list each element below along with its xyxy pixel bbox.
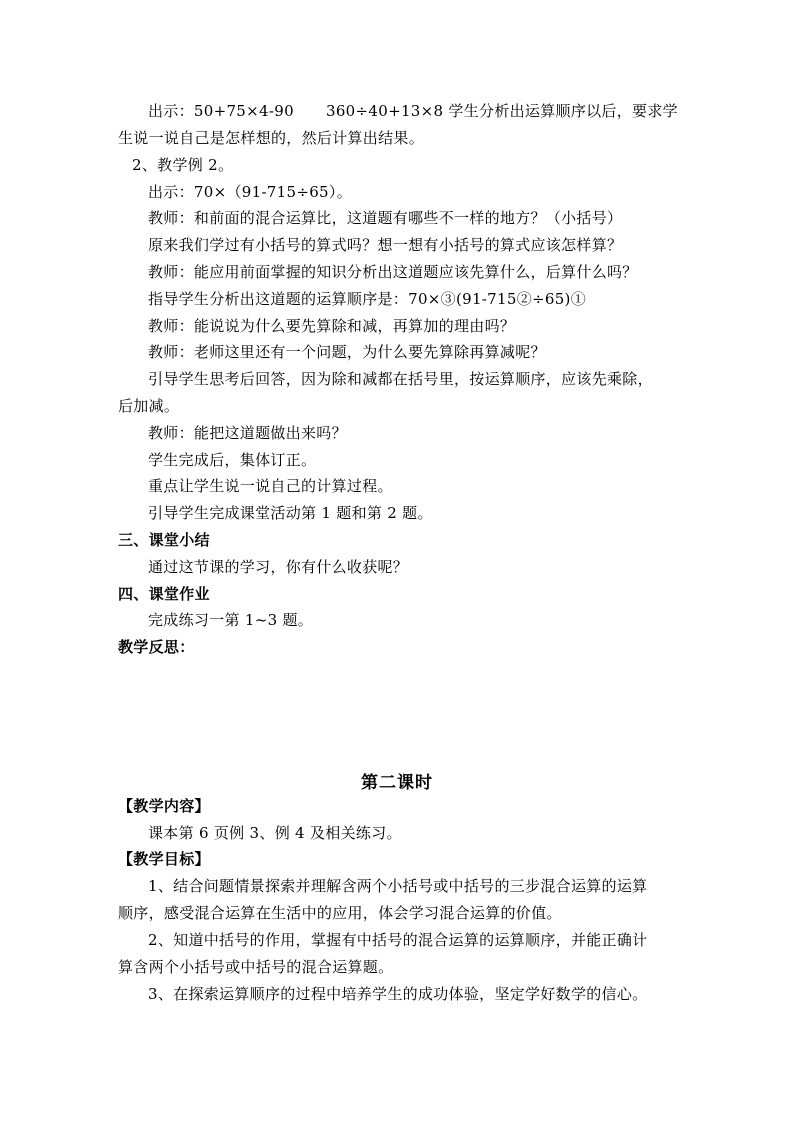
show-expression-2: 360÷40+13×8 学生分析出运算顺序以后，要求学 <box>326 102 678 120</box>
example-2-expression: 出示：70×（91-715÷65）。 <box>148 183 352 201</box>
paragraph-line: 原来我们学过有小括号的算式吗？想一想有小括号的算式应该怎样算？ <box>148 236 623 254</box>
summary-text: 通过这节课的学习，你有什么收获呢？ <box>148 558 409 576</box>
goal-1-line-1: 1、结合问题情景探索并理解含两个小括号或中括号的三步混合运算的运算 <box>148 877 648 895</box>
paragraph-line: 生说一说自己是怎样想的，然后计算出结果。 <box>118 129 425 147</box>
teacher-question: 教师：能说说为什么要先算除和减，再算加的理由吗？ <box>148 317 516 335</box>
goal-1-line-2: 顺序，感受混合运算在生活中的应用，体会学习混合运算的价值。 <box>118 904 562 922</box>
reflection-heading: 教学反思： <box>118 638 195 656</box>
paragraph-line: 重点让学生说一说自己的计算过程。 <box>148 477 393 495</box>
homework-heading: 四、课堂作业 <box>118 585 210 603</box>
paragraph-line: 引导学生完成课堂活动第 1 题和第 2 题。 <box>148 504 433 522</box>
homework-text: 完成练习一第 1~3 题。 <box>148 611 314 629</box>
goals-heading: 【教学目标】 <box>118 850 210 868</box>
teacher-question: 教师：和前面的混合运算比，这道题有哪些不一样的地方？（小括号） <box>148 209 623 227</box>
paragraph-line: 学生完成后，集体订正。 <box>148 451 317 469</box>
teacher-question: 教师：能把这道题做出来吗？ <box>148 424 347 442</box>
goal-3: 3、在探索运算顺序的过程中培养学生的成功体验，坚定学好数学的信心。 <box>148 985 648 1003</box>
paragraph-line: 引导学生思考后回答，因为除和减都在括号里，按运算顺序，应该先乘除， <box>148 370 653 388</box>
content-heading: 【教学内容】 <box>118 797 210 815</box>
goal-2-line-1: 2、知道中括号的作用，掌握有中括号的混合运算的运算顺序，并能正确计 <box>148 931 648 949</box>
show-expression-1: 出示：50+75×4-90 <box>148 102 294 120</box>
summary-heading: 三、课堂小结 <box>118 531 210 549</box>
teacher-question: 教师：能应用前面掌握的知识分析出这道题应该先算什么，后算什么吗？ <box>148 263 638 281</box>
lesson-title: 第二课时 <box>361 773 433 793</box>
operation-order: 指导学生分析出这道题的运算顺序是：70×③(91-715②÷65)① <box>148 290 587 308</box>
content-text: 课本第 6 页例 3、例 4 及相关练习。 <box>148 824 402 842</box>
paragraph-line: 后加减。 <box>118 397 180 415</box>
goal-2-line-2: 算含两个小括号或中括号的混合运算题。 <box>118 958 394 976</box>
teacher-question: 教师：老师这里还有一个问题，为什么要先算除再算减呢？ <box>148 343 546 361</box>
example-2-heading: 2、教学例 2。 <box>132 156 234 174</box>
